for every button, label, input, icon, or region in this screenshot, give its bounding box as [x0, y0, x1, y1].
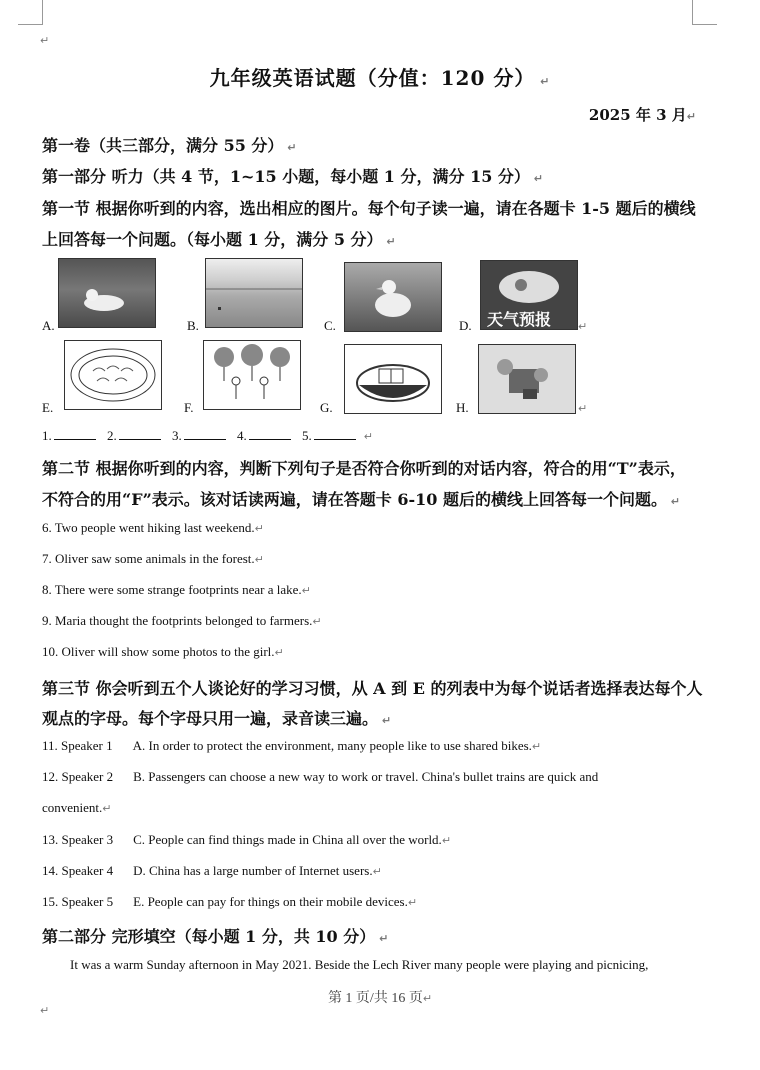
tf-question: 10. Oliver will show some photos to the girl.↵: [42, 644, 284, 659]
page-footer: 第 1 页/共 16 页↵: [327, 991, 433, 1006]
exam-date: 2025 年 3 月↵: [588, 106, 696, 124]
section2-instructions-line2: 不符合的用“F”表示。该对话读两遍，请在答题卡 6-10 题后的横线上回答每一个问题。 ↵: [42, 490, 680, 509]
answer-blank[interactable]: [249, 427, 291, 440]
duck-photo: [344, 262, 442, 332]
speaker-item: 15. Speaker 5 E. People can pay for things on their mobile devices.↵: [42, 894, 418, 909]
section3-instructions-line2: 观点的字母。每个字母只用一遍，录音读三遍。 ↵: [42, 709, 392, 728]
weather-forecast-photo: [480, 260, 578, 330]
paragraph-mark: ↵: [40, 1004, 50, 1017]
weather-forecast-text: 天气预报: [487, 310, 552, 329]
answer-blank[interactable]: [54, 427, 96, 440]
dumplings-plate-drawing: [64, 340, 162, 410]
picture-label: D.: [459, 318, 472, 333]
tf-question: 6. Two people went hiking last weekend.↵: [42, 520, 264, 535]
sea-horizon-photo: [205, 258, 303, 328]
dog-lying-photo: [58, 258, 156, 328]
page-title: 九年级英语试题（分值：120 分） ↵: [209, 66, 551, 90]
answer-blank[interactable]: [184, 427, 226, 440]
picture-label: G.: [320, 400, 333, 415]
picture-label: A.: [42, 318, 55, 333]
tree-planting-drawing: [203, 340, 301, 410]
speaker-item-continuation: convenient.↵: [42, 800, 112, 815]
picture-label: F.: [184, 400, 194, 415]
picture-label: C.: [324, 318, 336, 333]
part1-heading: 第一部分 听力（共 4 节，1~15 小题，每小题 1 分，满分 15 分） ↵: [42, 167, 543, 186]
answer-blank[interactable]: [314, 427, 356, 440]
section1-instructions-line1: 第一节 根据你听到的内容，选出相应的图片。每个句子读一遍，请在各题卡 1-5 题后的横线: [42, 199, 696, 218]
corner-mark-top-right: [692, 0, 717, 25]
speaker-item: 11. Speaker 1 A. In order to protect the environment, many people like to use shared bikes.↵: [42, 738, 542, 753]
part2-heading: 第二部分 完形填空（每小题 1 分，共 10 分） ↵: [42, 927, 389, 946]
answer-blank[interactable]: [119, 427, 161, 440]
section1-instructions-line2: 上回答每一个问题。（每小题 1 分，满分 5 分） ↵: [42, 230, 396, 249]
section3-instructions-line1: 第三节 你会听到五个人谈论好的学习习惯，从 A 到 E 的列表中为每个说话者选择表达每个人: [42, 679, 703, 698]
corner-mark-top-left: [18, 0, 43, 25]
cloze-passage: It was a warm Sunday afternoon in May 2021. Beside the Lech River many people were playing and picnicing,: [70, 957, 649, 972]
speaker-item: 14. Speaker 4 D. China has a large number of Internet users.↵: [42, 863, 382, 878]
section2-instructions-line1: 第二节 根据你听到的内容，判断下列句子是否符合你听到的对话内容，符合的用“T”表示，: [42, 459, 686, 478]
paragraph-mark: ↵: [40, 34, 50, 47]
tf-question: 8. There were some strange footprints near a lake.↵: [42, 582, 311, 597]
paragraph-mark: ↵: [578, 320, 588, 333]
speaker-item: 12. Speaker 2 B. Passengers can choose a new way to work or travel. China's bullet trains are quick and: [42, 769, 599, 784]
paragraph-mark: ↵: [578, 402, 588, 415]
picture-label: E.: [42, 400, 54, 415]
picture-label: B.: [187, 318, 199, 333]
picture-answer-blanks: 1. 2. 3. 4. 5. ↵: [42, 428, 373, 443]
cooking-drawing: [478, 344, 576, 414]
volume-heading: 第一卷（共三部分，满分 55 分） ↵: [42, 136, 297, 155]
tf-question: 7. Oliver saw some animals in the forest.↵: [42, 551, 264, 566]
gift-box-drawing: [344, 344, 442, 414]
picture-label: H.: [456, 400, 469, 415]
speaker-item: 13. Speaker 3 C. People can find things made in China all over the world.↵: [42, 832, 452, 847]
tf-question: 9. Maria thought the footprints belonged to farmers.↵: [42, 613, 322, 628]
